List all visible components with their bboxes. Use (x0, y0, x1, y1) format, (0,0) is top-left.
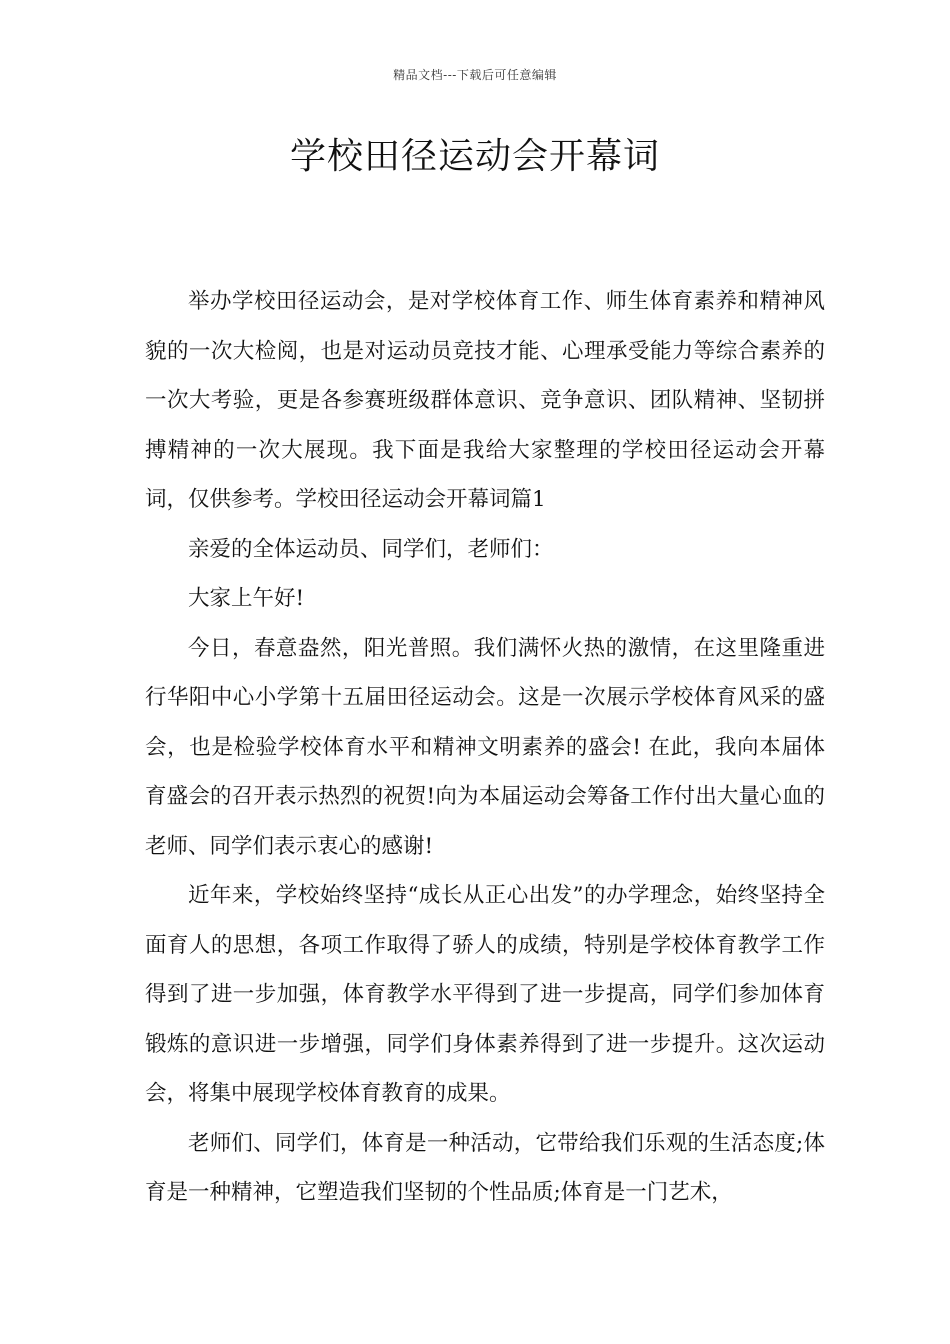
paragraph: 大家上午好! (188, 586, 305, 611)
paragraph: 近年来，学校始终坚持“成长从正心出发”的办学理念，始终坚持全面育人的思想，各项工作取得了骄人的成绩，特别是学校体育教学工作得到了进一步加强，体育教学水平得到了进一步提高，同学们参加体育锻炼的意识进一步增强，同学们身体素养得到了进一步提升。这次运动会，将集中展现学校体育教育的成果。 (145, 883, 825, 1106)
paragraph: 今日，春意盎然，阳光普照。我们满怀火热的激情，在这里隆重进行华阳中心小学第十五届田径运动会。这是一次展示学校体育风采的盛会，也是检验学校体育水平和精神文明素养的盛会! 在此，我向本届体育盛会的召开表示热烈的祝贺!向为本届运动会筹备工作付出大量心血的老师、同学们表示衷心的感谢! (145, 635, 825, 859)
header-note: 精品文档---下载后可任意编辑 (393, 68, 557, 82)
paragraph: 老师们、同学们，体育是一种活动，它带给我们乐观的生活态度;体育是一种精神，它塑造我们坚韧的个性品质;体育是一门艺术， (145, 1130, 825, 1205)
paragraph: 亲爱的全体运动员、同学们，老师们： (188, 536, 554, 562)
document-title: 学校田径运动会开幕词 (289, 136, 660, 177)
paragraph: 举办学校田径运动会，是对学校体育工作、师生体育素养和精神风貌的一次大检阅，也是对运动员竞技才能、心理承受能力等综合素养的一次大考验，更是各参赛班级群体意识、竞争意识、团队精神、坚韧拼搏精神的一次大展现。我下面是我给大家整理的学校田径运动会开幕词，仅供参考。学校田径运动会开幕词篇1 (145, 289, 825, 512)
document-body (145, 277, 825, 1218)
